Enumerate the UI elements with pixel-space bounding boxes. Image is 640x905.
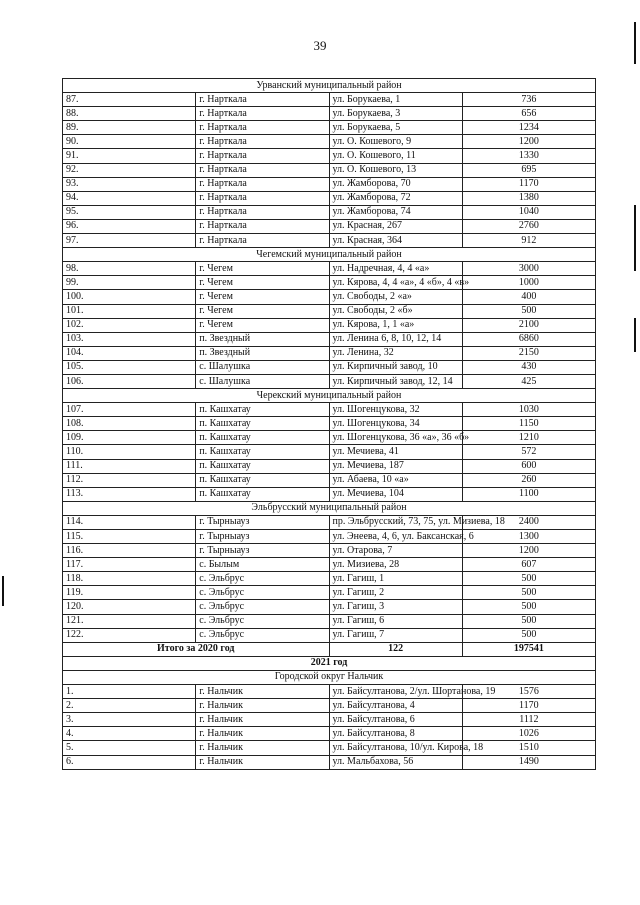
- address: ул. Абаева, 10 «а»: [329, 473, 462, 487]
- settlement: с. Эльбрус: [196, 572, 329, 586]
- row-number: 103.: [63, 332, 196, 346]
- row-number: 104.: [63, 346, 196, 360]
- table-row: [63, 219, 596, 233]
- settlement: г. Чегем: [196, 290, 329, 304]
- address: ул. Жамборова, 74: [329, 205, 462, 219]
- table-row: [63, 93, 596, 107]
- table-row: [63, 685, 596, 699]
- row-number: 87.: [63, 93, 196, 107]
- table-row: [63, 205, 596, 219]
- settlement: с. Эльбрус: [196, 628, 329, 642]
- table-row: [63, 262, 596, 276]
- address: ул. Энеева, 4, 6, ул. Баксанская, 6: [329, 530, 462, 544]
- address: ул. Кярова, 1, 1 «а»: [329, 318, 462, 332]
- address: ул. Борукаева, 3: [329, 107, 462, 121]
- address: ул. Гагиш, 6: [329, 614, 462, 628]
- table-row: [63, 487, 596, 501]
- table-row: [63, 318, 596, 332]
- total-row: [63, 642, 596, 656]
- row-number: 91.: [63, 149, 196, 163]
- area-value: 1200: [462, 135, 595, 149]
- address: ул. Гагиш, 1: [329, 572, 462, 586]
- address: ул. Ленина 6, 8, 10, 12, 14: [329, 332, 462, 346]
- row-number: 88.: [63, 107, 196, 121]
- table-row: [63, 149, 596, 163]
- area-value: 425: [462, 374, 595, 388]
- row-number: 4.: [63, 727, 196, 741]
- settlement: г. Нальчик: [196, 727, 329, 741]
- area-value: 1112: [462, 713, 595, 727]
- settlement: г. Нарткала: [196, 219, 329, 233]
- year-header-row: [63, 656, 596, 670]
- margin-mark-top-right: [634, 22, 636, 64]
- area-value: 260: [462, 473, 595, 487]
- address: ул. Мечиева, 41: [329, 445, 462, 459]
- row-number: 5.: [63, 741, 196, 755]
- settlement: г. Нарткала: [196, 93, 329, 107]
- table-row: [63, 276, 596, 290]
- district-title: Чегемский муниципальный район: [63, 248, 596, 262]
- row-number: 102.: [63, 318, 196, 332]
- row-number: 92.: [63, 163, 196, 177]
- table-row: [63, 530, 596, 544]
- settlement: г. Тырныауз: [196, 515, 329, 529]
- settlement: п. Кашхатау: [196, 473, 329, 487]
- address: ул. Жамборова, 72: [329, 191, 462, 205]
- area-value: 500: [462, 600, 595, 614]
- row-number: 101.: [63, 304, 196, 318]
- area-value: 1576: [462, 685, 595, 699]
- address: ул. Шогенцукова, 34: [329, 417, 462, 431]
- area-value: 572: [462, 445, 595, 459]
- address: ул. Кярова, 4, 4 «а», 4 «б», 4 «в»: [329, 276, 462, 290]
- row-number: 112.: [63, 473, 196, 487]
- table-row: [63, 360, 596, 374]
- area-value: 2100: [462, 318, 595, 332]
- area-value: 1040: [462, 205, 595, 219]
- row-number: 6.: [63, 755, 196, 769]
- address: ул. Гагиш, 3: [329, 600, 462, 614]
- address: ул. Надречная, 4, 4 «а»: [329, 262, 462, 276]
- row-number: 114.: [63, 515, 196, 529]
- district-header-row: [63, 389, 596, 403]
- margin-mark-left: [2, 576, 4, 606]
- address: ул. Мизиева, 28: [329, 558, 462, 572]
- area-value: 1200: [462, 544, 595, 558]
- table-row: [63, 332, 596, 346]
- table-row: [63, 628, 596, 642]
- row-number: 116.: [63, 544, 196, 558]
- settlement: с. Эльбрус: [196, 586, 329, 600]
- row-number: 100.: [63, 290, 196, 304]
- area-value: 1100: [462, 487, 595, 501]
- area-value: 1170: [462, 177, 595, 191]
- row-number: 110.: [63, 445, 196, 459]
- settlement: г. Нарткала: [196, 191, 329, 205]
- settlement: г. Нарткала: [196, 135, 329, 149]
- district-header-row: [63, 501, 596, 515]
- address: ул. Гагиш, 2: [329, 586, 462, 600]
- total-count: 122: [329, 642, 462, 656]
- table-row: [63, 107, 596, 121]
- row-number: 106.: [63, 374, 196, 388]
- address: пр. Эльбрусский, 73, 75, ул. Мизиева, 18: [329, 515, 462, 529]
- area-value: 1510: [462, 741, 595, 755]
- settlement: г. Нальчик: [196, 685, 329, 699]
- settlement: п. Кашхатау: [196, 417, 329, 431]
- settlement: г. Нальчик: [196, 741, 329, 755]
- settlement: г. Чегем: [196, 262, 329, 276]
- table-row: [63, 544, 596, 558]
- table-row: [63, 234, 596, 248]
- settlement: п. Кашхатау: [196, 459, 329, 473]
- margin-mark-right-lower: [634, 318, 636, 352]
- table-row: [63, 713, 596, 727]
- table-row: [63, 572, 596, 586]
- area-value: 600: [462, 459, 595, 473]
- row-number: 118.: [63, 572, 196, 586]
- area-value: 400: [462, 290, 595, 304]
- area-value: 1026: [462, 727, 595, 741]
- total-sum: 197541: [462, 642, 595, 656]
- table-row: [63, 614, 596, 628]
- row-number: 113.: [63, 487, 196, 501]
- area-value: 656: [462, 107, 595, 121]
- total-label: Итого за 2020 год: [63, 642, 330, 656]
- address: ул. Красная, 364: [329, 234, 462, 248]
- margin-mark-right: [634, 205, 636, 271]
- year-title: 2021 год: [63, 656, 596, 670]
- table-row: [63, 727, 596, 741]
- settlement: г. Нальчик: [196, 713, 329, 727]
- settlement: г. Нарткала: [196, 234, 329, 248]
- district-title: Городской округ Нальчик: [63, 670, 596, 684]
- table-row: [63, 445, 596, 459]
- area-value: 2400: [462, 515, 595, 529]
- address: ул. Гагиш, 7: [329, 628, 462, 642]
- settlement: с. Эльбрус: [196, 600, 329, 614]
- table-row: [63, 177, 596, 191]
- table-row: [63, 191, 596, 205]
- area-value: 6860: [462, 332, 595, 346]
- table-row: [63, 558, 596, 572]
- row-number: 115.: [63, 530, 196, 544]
- settlement: г. Тырныауз: [196, 530, 329, 544]
- settlement: п. Звездный: [196, 332, 329, 346]
- area-value: 695: [462, 163, 595, 177]
- settlement: г. Нарткала: [196, 149, 329, 163]
- address: ул. Мечиева, 104: [329, 487, 462, 501]
- row-number: 108.: [63, 417, 196, 431]
- district-title: Урванский муниципальный район: [63, 79, 596, 93]
- settlement: п. Кашхатау: [196, 445, 329, 459]
- area-value: 1490: [462, 755, 595, 769]
- table-row: [63, 586, 596, 600]
- area-value: 1330: [462, 149, 595, 163]
- table-row: [63, 417, 596, 431]
- row-number: 119.: [63, 586, 196, 600]
- district-title: Черекский муниципальный район: [63, 389, 596, 403]
- settlement: г. Нальчик: [196, 755, 329, 769]
- address: ул. Байсултанова, 4: [329, 699, 462, 713]
- address: ул. Мечиева, 187: [329, 459, 462, 473]
- address: ул. Байсултанова, 8: [329, 727, 462, 741]
- area-value: 500: [462, 586, 595, 600]
- area-value: 500: [462, 304, 595, 318]
- area-value: 3000: [462, 262, 595, 276]
- district-header-row: [63, 670, 596, 684]
- settlement: п. Звездный: [196, 346, 329, 360]
- table-row: [63, 699, 596, 713]
- row-number: 2.: [63, 699, 196, 713]
- settlement: г. Нарткала: [196, 121, 329, 135]
- area-value: 1300: [462, 530, 595, 544]
- area-value: 736: [462, 93, 595, 107]
- settlement: с. Эльбрус: [196, 614, 329, 628]
- table-row: [63, 290, 596, 304]
- table-row: [63, 304, 596, 318]
- address: ул. О. Кошевого, 11: [329, 149, 462, 163]
- settlement: п. Кашхатау: [196, 431, 329, 445]
- area-value: 1030: [462, 403, 595, 417]
- area-value: 1000: [462, 276, 595, 290]
- row-number: 94.: [63, 191, 196, 205]
- table-row: [63, 346, 596, 360]
- address: ул. Ленина, 32: [329, 346, 462, 360]
- area-value: 912: [462, 234, 595, 248]
- row-number: 121.: [63, 614, 196, 628]
- row-number: 120.: [63, 600, 196, 614]
- table-row: [63, 473, 596, 487]
- row-number: 105.: [63, 360, 196, 374]
- address: ул. О. Кошевого, 9: [329, 135, 462, 149]
- address: ул. Кирпичный завод, 10: [329, 360, 462, 374]
- settlement: г. Чегем: [196, 276, 329, 290]
- address: ул. Отарова, 7: [329, 544, 462, 558]
- table-row: [63, 755, 596, 769]
- address: ул. Кирпичный завод, 12, 14: [329, 374, 462, 388]
- row-number: 3.: [63, 713, 196, 727]
- address: ул. Шогенцукова, 32: [329, 403, 462, 417]
- area-value: 500: [462, 572, 595, 586]
- settlement: п. Кашхатау: [196, 487, 329, 501]
- area-value: 1150: [462, 417, 595, 431]
- address: ул. Мальбахова, 56: [329, 755, 462, 769]
- settlement: г. Чегем: [196, 318, 329, 332]
- housing-register-table: [62, 78, 596, 770]
- table-row: [63, 515, 596, 529]
- settlement: г. Нарткала: [196, 205, 329, 219]
- area-value: 500: [462, 614, 595, 628]
- settlement: п. Кашхатау: [196, 403, 329, 417]
- table-body: [63, 79, 596, 770]
- table-row: [63, 135, 596, 149]
- settlement: с. Былым: [196, 558, 329, 572]
- address: ул. Свободы, 2 «б»: [329, 304, 462, 318]
- row-number: 107.: [63, 403, 196, 417]
- row-number: 96.: [63, 219, 196, 233]
- address: ул. Красная, 267: [329, 219, 462, 233]
- table-row: [63, 431, 596, 445]
- row-number: 117.: [63, 558, 196, 572]
- area-value: 1210: [462, 431, 595, 445]
- settlement: г. Чегем: [196, 304, 329, 318]
- table-row: [63, 459, 596, 473]
- settlement: г. Нарткала: [196, 177, 329, 191]
- table-row: [63, 374, 596, 388]
- district-header-row: [63, 248, 596, 262]
- row-number: 97.: [63, 234, 196, 248]
- area-value: 430: [462, 360, 595, 374]
- row-number: 99.: [63, 276, 196, 290]
- settlement: г. Нарткала: [196, 163, 329, 177]
- address: ул. Шогенцукова, 36 «а», 36 «б»: [329, 431, 462, 445]
- settlement: г. Нальчик: [196, 699, 329, 713]
- row-number: 98.: [63, 262, 196, 276]
- address: ул. Борукаева, 5: [329, 121, 462, 135]
- area-value: 2760: [462, 219, 595, 233]
- address: ул. Байсултанова, 2/ул. Шортанова, 19: [329, 685, 462, 699]
- table-row: [63, 163, 596, 177]
- row-number: 95.: [63, 205, 196, 219]
- address: ул. Свободы, 2 «а»: [329, 290, 462, 304]
- row-number: 122.: [63, 628, 196, 642]
- area-value: 2150: [462, 346, 595, 360]
- row-number: 111.: [63, 459, 196, 473]
- settlement: г. Тырныауз: [196, 544, 329, 558]
- row-number: 109.: [63, 431, 196, 445]
- table-row: [63, 600, 596, 614]
- settlement: с. Шалушка: [196, 360, 329, 374]
- address: ул. Байсултанова, 6: [329, 713, 462, 727]
- area-value: 1170: [462, 699, 595, 713]
- address: ул. Борукаева, 1: [329, 93, 462, 107]
- table-row: [63, 741, 596, 755]
- district-header-row: [63, 79, 596, 93]
- settlement: с. Шалушка: [196, 374, 329, 388]
- area-value: 607: [462, 558, 595, 572]
- area-value: 1234: [462, 121, 595, 135]
- address: ул. Байсултанова, 10/ул. Кирова, 18: [329, 741, 462, 755]
- row-number: 89.: [63, 121, 196, 135]
- district-title: Эльбрусский муниципальный район: [63, 501, 596, 515]
- table-row: [63, 121, 596, 135]
- row-number: 90.: [63, 135, 196, 149]
- row-number: 93.: [63, 177, 196, 191]
- area-value: 1380: [462, 191, 595, 205]
- area-value: 500: [462, 628, 595, 642]
- address: ул. О. Кошевого, 13: [329, 163, 462, 177]
- page-number: 39: [313, 38, 327, 53]
- address: ул. Жамборова, 70: [329, 177, 462, 191]
- settlement: г. Нарткала: [196, 107, 329, 121]
- row-number: 1.: [63, 685, 196, 699]
- table-row: [63, 403, 596, 417]
